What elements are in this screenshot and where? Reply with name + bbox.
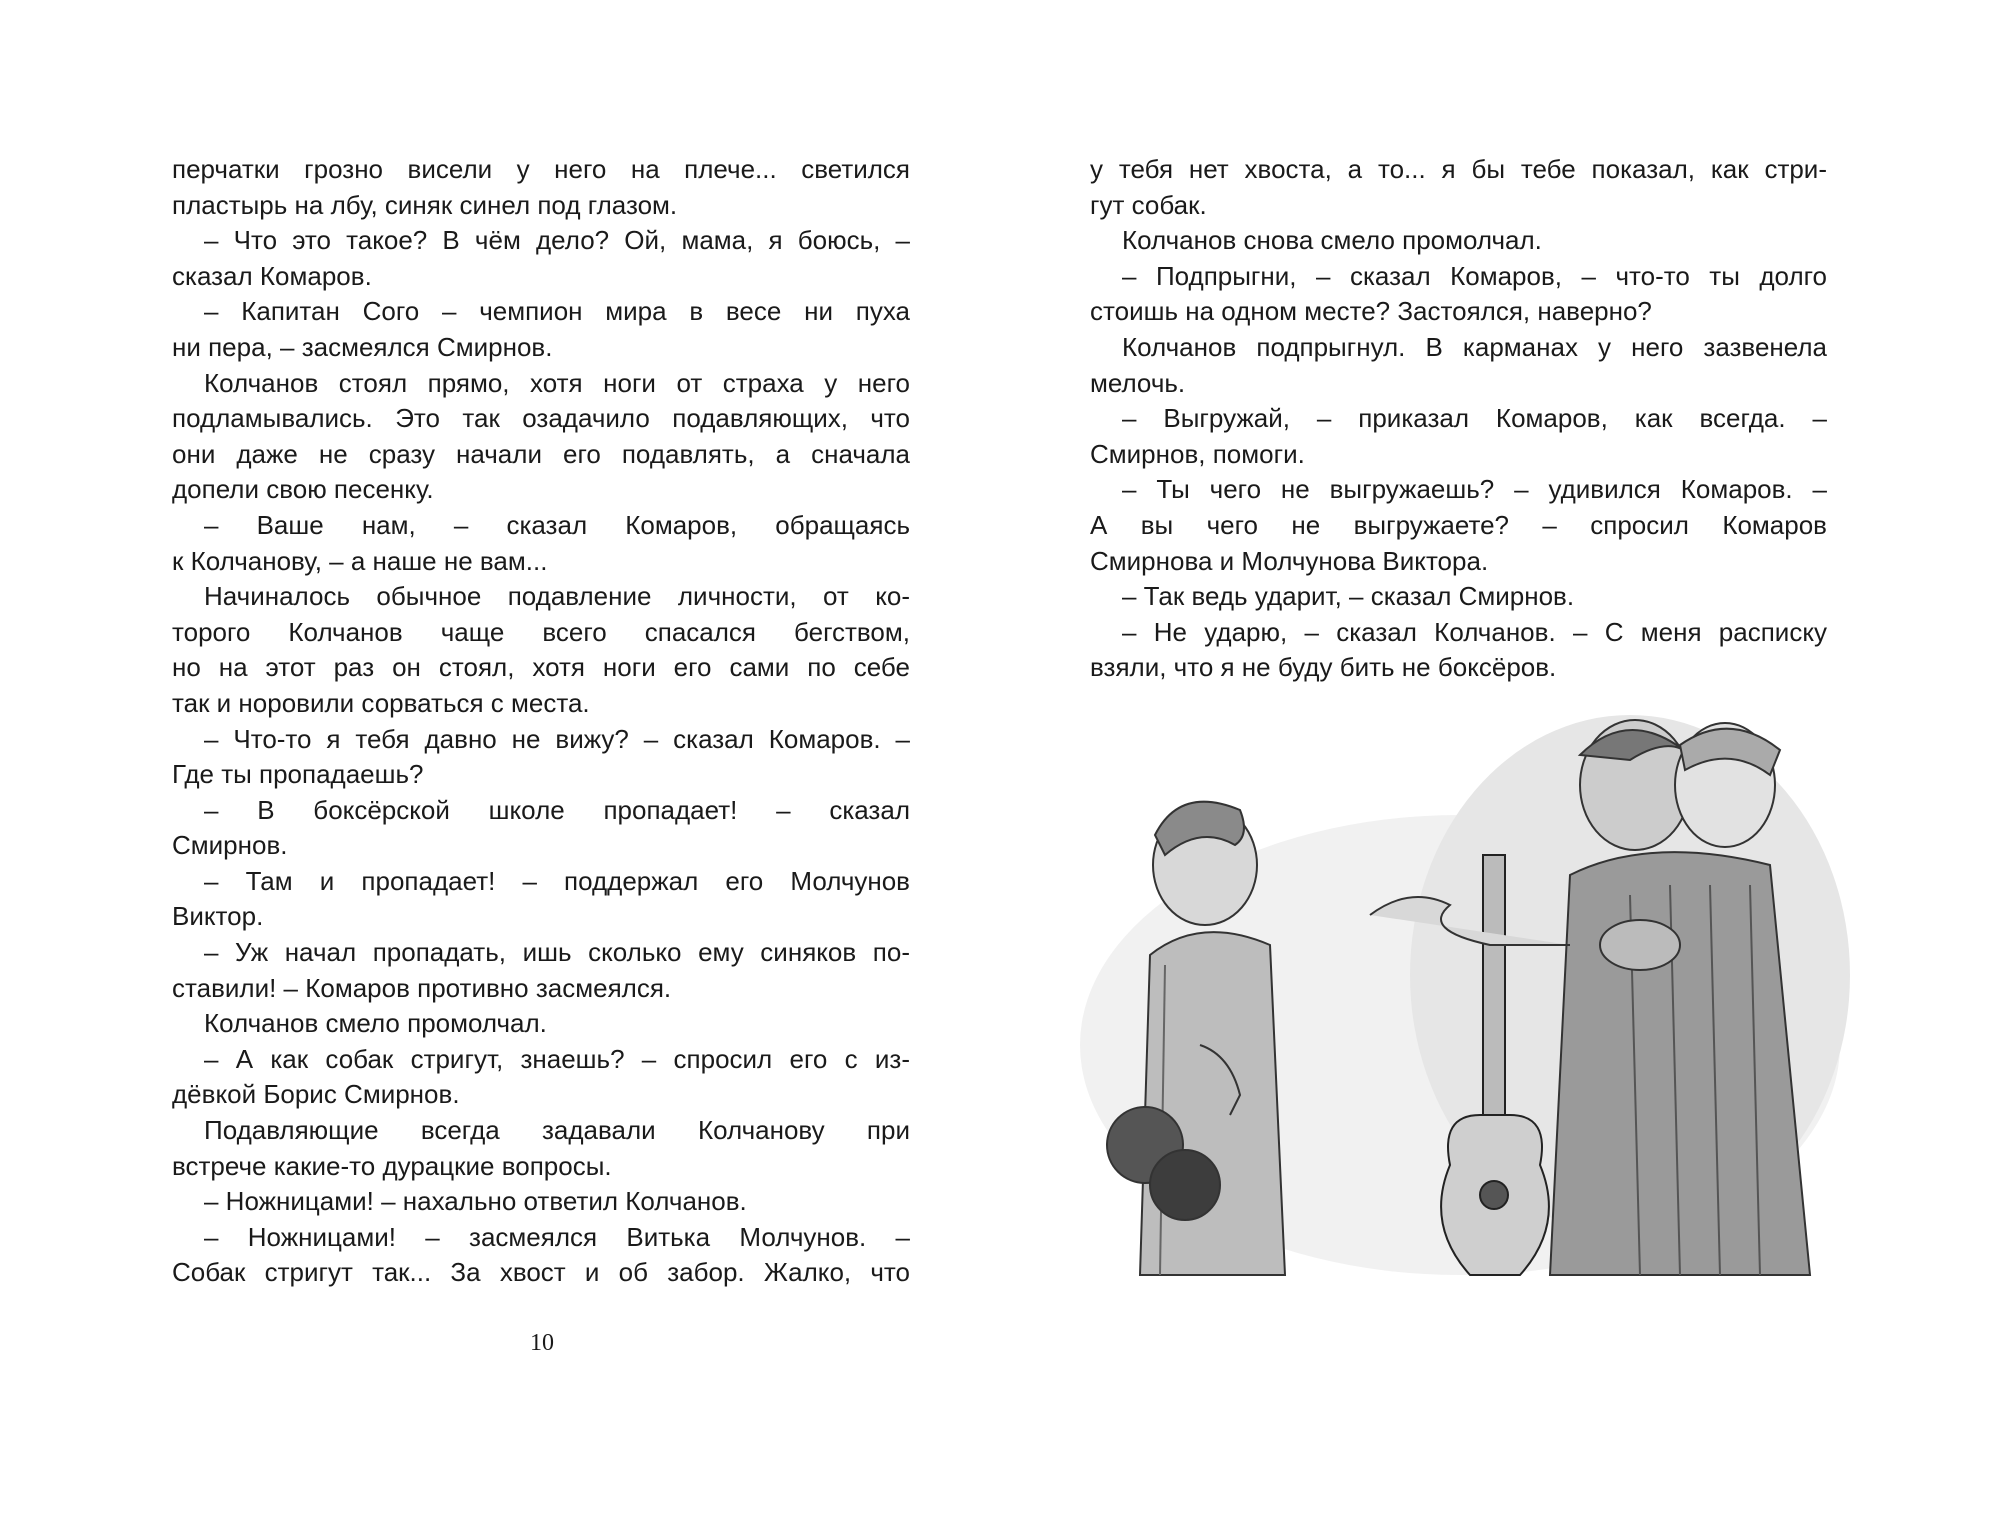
text-line: подламывались. Это так озадачило подавляющих, что: [172, 403, 910, 434]
right-page-text: [1090, 152, 1827, 686]
text-line: Где ты пропадаешь?: [172, 759, 424, 790]
text-line: – Не ударю, – сказал Колчанов. – С меня расписку: [1122, 616, 1827, 647]
illustration-boys-sketch: [1070, 715, 1850, 1320]
page-number: 10: [530, 1330, 554, 1356]
text-line: А вы чего не выгружаете? – спросил Комаров: [1090, 509, 1827, 540]
left-page-text: [172, 152, 910, 1291]
text-line: – Там и пропадает! – поддержал его Молчунов: [204, 865, 910, 896]
text-line: – Ваше нам, – сказал Комаров, обращаясь: [204, 509, 910, 540]
text-line: Смирнова и Молчунова Виктора.: [1090, 545, 1489, 576]
text-line: встрече какие-то дурацкие вопросы.: [172, 1150, 612, 1181]
text-line: Собак стригут так... За хвост и об забор. Жалко, что: [172, 1257, 910, 1288]
text-line: Колчанов смело промолчал.: [204, 1008, 547, 1039]
text-line: мелочь.: [1090, 367, 1186, 398]
text-line: Виктор.: [172, 901, 264, 932]
text-line: – Что-то я тебя давно не вижу? – сказал Комаров. –: [204, 723, 910, 754]
text-line: сказал Комаров.: [172, 260, 372, 291]
text-line: Смирнов.: [172, 830, 288, 861]
text-line: – Ножницами! – засмеялся Витька Молчунов. –: [204, 1221, 910, 1252]
text-line: – Уж начал пропадать, ишь сколько ему синяков по-: [204, 937, 910, 968]
text-line: Смирнов, помоги.: [1090, 438, 1305, 469]
text-line: – Выгружай, – приказал Комаров, как всегда. –: [1122, 403, 1827, 434]
text-line: Колчанов стоял прямо, хотя ноги от страха у него: [204, 367, 910, 398]
text-line: они даже не сразу начали его подавлять, а сначала: [172, 438, 910, 469]
text-line: Колчанов снова смело промолчал.: [1122, 225, 1542, 256]
text-line: – Ножницами! – нахально ответил Колчанов.: [204, 1186, 747, 1217]
text-line: – Так ведь ударит, – сказал Смирнов.: [1122, 581, 1575, 612]
text-line: Подавляющие всегда задавали Колчанову при: [204, 1115, 910, 1146]
text-line: – Что это такое? В чём дело? Ой, мама, я боюсь, –: [204, 225, 910, 256]
text-line: к Колчанову, – а наше не вам...: [172, 545, 548, 576]
text-line: ни пера, – засмеялся Смирнов.: [172, 331, 553, 362]
text-line: перчатки грозно висели у него на плече... светился: [172, 154, 910, 184]
text-line: – Ты чего не выгружаешь? – удивился Комаров. –: [1122, 474, 1827, 505]
text-line: гут собак.: [1090, 189, 1207, 220]
text-line: – Подпрыгни, – сказал Комаров, – что-то ты долго: [1122, 260, 1827, 291]
text-line: – В боксёрской школе пропадает! – сказал: [204, 794, 910, 825]
text-line: но на этот раз он стоял, хотя ноги его сами по себе: [172, 652, 910, 683]
text-line: стоишь на одном месте? Застоялся, наверно?: [1090, 296, 1652, 327]
text-line: у тебя нет хвоста, а то... я бы тебе показал, как стри-: [1090, 154, 1827, 184]
text-line: Колчанов подпрыгнул. В карманах у него зазвенела: [1122, 331, 1827, 362]
text-line: ставили! – Комаров противно засмеялся.: [172, 972, 672, 1003]
text-line: допели свою песенку.: [172, 474, 434, 505]
text-line: Начиналось обычное подавление личности, от ко-: [204, 581, 910, 612]
text-line: так и норовили сорваться с места.: [172, 687, 590, 718]
text-line: – Капитан Сого – чемпион мира в весе ни пуха: [204, 296, 910, 327]
text-line: дёвкой Борис Смирнов.: [172, 1079, 460, 1110]
text-line: – А как собак стригут, знаешь? – спросил его с из-: [204, 1043, 910, 1074]
text-line: взяли, что я не буду бить не боксёров.: [1090, 652, 1557, 683]
text-line: пластырь на лбу, синяк синел под глазом.: [172, 189, 678, 220]
text-line: торого Колчанов чаще всего спасался бегством,: [172, 616, 910, 647]
